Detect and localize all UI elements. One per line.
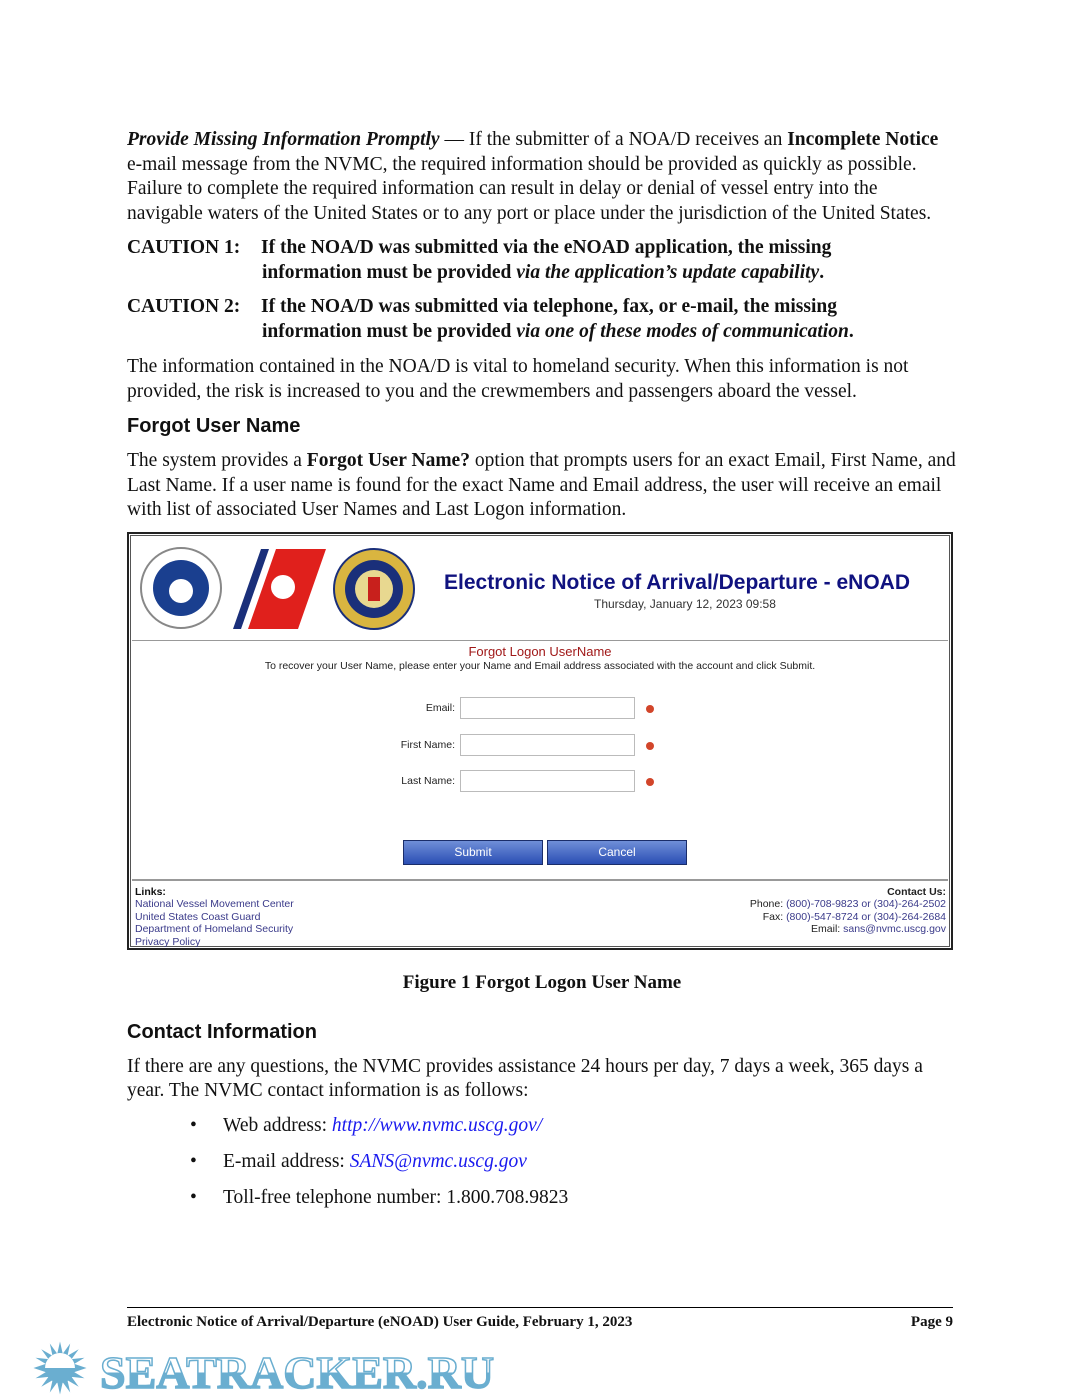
email-input[interactable] — [460, 697, 635, 719]
figure-caption: Figure 1 Forgot Logon User Name — [402, 971, 682, 993]
forgot-paragraph — [127, 449, 957, 523]
t: information must be provided — [262, 320, 517, 342]
first-name-input[interactable] — [460, 734, 635, 756]
caution-1 — [127, 236, 957, 285]
link-uscg[interactable]: United States Coast Guard — [135, 910, 261, 923]
t: e-mail message from the NVMC, the required information should be provided as quickly as possible. Failure to complete the required information can result in delay or denial of vessel entry into the navigable waters of the United States or to any port or place under the jurisdiction of the United States. — [127, 153, 932, 224]
links-heading: Links: — [135, 885, 166, 898]
required-icon — [646, 778, 654, 786]
link-privacy-policy[interactable]: Privacy Policy — [135, 935, 201, 948]
web-address-link[interactable]: http://www.nvmc.uscg.gov/ — [331, 1114, 543, 1136]
t: The system provides a — [127, 450, 307, 471]
watermark — [0, 1340, 1080, 1397]
uscg-ops-center-seal-icon — [334, 549, 414, 629]
agency-logos — [136, 543, 426, 638]
list-item — [190, 1115, 957, 1151]
main-column — [127, 128, 957, 1223]
t: via one of these modes of communication — [516, 320, 849, 342]
form-title: Forgot Logon UserName — [468, 643, 612, 659]
contact-heading: Contact Us: — [887, 885, 946, 898]
phone-label: Phone: — [749, 898, 784, 910]
fax-value: (800)-547-8724 or (304)-264-2684 — [786, 910, 946, 923]
intro-paragraph — [127, 128, 957, 226]
app-date: Thursday, January 12, 2023 09:58 — [594, 596, 776, 611]
app-title: Electronic Notice of Arrival/Departure - eNOAD — [444, 570, 910, 594]
contact-paragraph: If there are any questions, the NVMC provides assistance 24 hours per day, 7 days a week, 365 days a year. The NVMC contact information is as follows: — [127, 1055, 923, 1101]
first-name-row — [129, 734, 951, 756]
last-name-label: Last Name: — [401, 774, 455, 787]
t: If the NOA/D was submitted via telephone, fax, or e-mail, the missing — [261, 296, 837, 317]
caution-2 — [127, 295, 957, 344]
t: Web address: — [223, 1114, 332, 1136]
t: — If the submitter of a NOA/D receives an — [439, 129, 788, 150]
link-nvmc[interactable]: National Vessel Movement Center — [135, 898, 294, 910]
last-name-input[interactable] — [460, 770, 635, 792]
t: option that prompts users for an exact Email, First Name, and Last Name. If a user name is found for the exact Name and Email address, the user will receive an email with list of associated User Names and Last Logon information. — [127, 450, 956, 520]
t: E-mail address: — [223, 1150, 350, 1172]
link-dhs[interactable]: Department of Homeland Security — [135, 923, 294, 935]
email-link[interactable]: sans@nvmc.uscg.gov — [843, 923, 946, 935]
email-address-link[interactable]: SANS@nvmc.uscg.gov — [349, 1150, 527, 1172]
fax-label: Fax: — [762, 910, 784, 923]
screenshot-footer — [132, 879, 948, 948]
caution-label: CAUTION 1: — [127, 237, 241, 258]
lead: Provide Missing Information Promptly — [127, 129, 440, 150]
caution-label: CAUTION 2: — [127, 296, 241, 317]
phone-value: (800)-708-9823 or (304)-264-2502 — [786, 898, 946, 910]
cancel-button[interactable]: Cancel — [547, 840, 687, 865]
t: If the NOA/D was submitted via the eNOAD application, the missing — [261, 237, 832, 258]
dhs-seal-icon — [141, 548, 221, 628]
t-bold: Forgot User Name? — [306, 450, 470, 471]
screenshot-header — [132, 537, 948, 641]
list-item — [190, 1151, 957, 1187]
form-instructions: To recover your User Name, please enter your Name and Email address associated with the account and click Submit. — [264, 659, 816, 672]
t: . — [819, 261, 825, 283]
email-label: Email: — [425, 701, 455, 714]
email-label: Email: — [811, 923, 841, 935]
submit-button[interactable]: Submit — [403, 840, 543, 865]
watermark-text: SEATRACKER.RU — [100, 1347, 495, 1397]
coast-guard-stripe-icon — [233, 549, 326, 629]
required-icon — [646, 742, 654, 750]
forgot-username-screenshot — [127, 532, 953, 950]
contact-list — [190, 1115, 957, 1223]
footer-text: Electronic Notice of Arrival/Departure (eNOAD) User Guide, February 1, 2023 — [127, 1314, 633, 1330]
t: via the application’s update capability — [516, 261, 820, 283]
t: . — [848, 320, 854, 342]
t-bold: Incomplete Notice — [787, 129, 939, 150]
sun-icon — [33, 1341, 86, 1394]
email-row — [129, 697, 951, 719]
heading-forgot-user-name: Forgot User Name — [127, 415, 301, 437]
footer-rule — [127, 1307, 953, 1308]
first-name-label: First Name: — [400, 738, 455, 751]
list-item — [190, 1187, 957, 1223]
t: Toll-free telephone number: 1.800.708.9823 — [223, 1186, 569, 1208]
vital-paragraph: The information contained in the NOA/D is vital to homeland security. When this information is not provided, the risk is increased to you and the crewmembers and passengers aboard the vessel. — [127, 356, 909, 402]
required-icon — [646, 705, 654, 713]
page-number: Page 9 — [910, 1314, 953, 1330]
heading-contact-information: Contact Information — [127, 1020, 317, 1043]
t: information must be provided — [262, 261, 517, 283]
last-name-row — [129, 770, 951, 792]
